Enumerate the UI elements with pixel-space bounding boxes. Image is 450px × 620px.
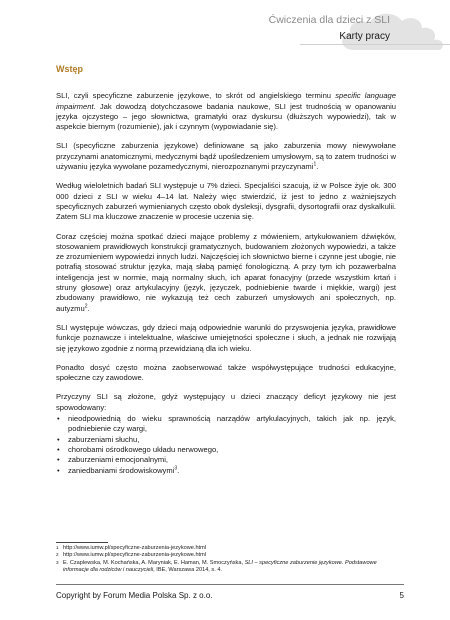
list-item-text: zaniedbaniami środowiskowymi (68, 465, 175, 475)
footnote-1-link[interactable]: http://www.iumw.pl/specyficzne-zaburzenia-jezykowe.html (63, 545, 207, 551)
footnote-2 (56, 552, 396, 559)
paragraph-2-end: . (316, 162, 319, 172)
causes-list (56, 414, 396, 476)
list-item: • chorobami ośrodkowego układu nerwowego, (68, 445, 396, 455)
paragraph-1-term: specific language impairment (56, 91, 397, 111)
paragraph-4-text: Coraz częściej można spotkać dzieci mające problemy z mówieniem, artykułowaniem dźwięków, stosowaniem prawidłowych konstrukcji gramatycznych, budowaniem złożonych wypowiedzi, a także ze zrozumieniem wypowiedzi innych ludzi. Najczęściej ich słownictwo bierne i czynne jest ubogie, nie potrafią stosować struktur języka, mają słabą pamięć fonologiczną. A przy tym ich pozawerbalna inteligencja jest w normie, mają normalny słuch, ich aparat fonacyjny (przede wszystkim krtań i struny głosowe) oraz artykulacyjny (język, języczek, podniebienie twarde i miękkie, wargi) jest zbudowany prawidłowo, nie wykazują też cech zaburzeń umysłowych ani społecznych, np. autyzmu (56, 231, 396, 313)
footnote-ref-3: 3 (174, 464, 178, 471)
main-content (56, 64, 396, 476)
footnote-2-number: 2 (56, 552, 59, 558)
footnote-3-authors: E. Czaplewska, M. Kochańska, A. Maryniak, E. Haman, M. Smoczyńska, (63, 559, 245, 566)
list-item-end: . (177, 465, 180, 475)
list-item (68, 466, 396, 476)
footnotes (56, 545, 396, 574)
paragraph-5: SLI występuje wówczas, gdy dzieci mają odpowiednie warunki do przyswojenia języka, prawidłowe funkcje poznawcze i intelektualne, właściwe umiejętności społeczne i słuch, a jednak nie rozwijają się językowo zgodnie z normą przewidzianą dla ich wieku. (56, 322, 396, 353)
footnote-divider (56, 542, 108, 543)
footnote-3-title: SLI – specyficzne zaburzenie językowe. Podstawowe informacje dla rodziców i nauczycieli (63, 559, 377, 573)
header-title: Ćwiczenia dla dzieci z SLI (268, 14, 390, 26)
footnote-ref-2: 2 (84, 303, 88, 310)
section-title: Wstęp (56, 64, 83, 74)
footnote-ref-1: 1 (313, 161, 317, 168)
footnote-3-publisher: , IBE, Warszawa 2014, s. 4. (153, 566, 222, 573)
page-number: 5 (399, 591, 404, 600)
footnote-1-number: 1 (56, 545, 59, 550)
paragraph-4 (56, 232, 396, 314)
list-item: • zaburzeniami słuchu, (68, 435, 396, 445)
footer-divider (56, 584, 404, 585)
header-divider (300, 44, 450, 45)
paragraph-1-part-c: . Jak dowodzą dotychczasowe badania naukowe, SLI jest trudnością w opanowaniu języka ojczystego – jego słownictwa, gramatyki oraz dyskursu (dłuższych wypowiedzi), tak w aspekcie biernym (rozumienie), jak i czynnym (wypowiadanie się). (56, 101, 396, 132)
footer-copyright: Copyright by Forum Media Polska Sp. z o.o. (56, 591, 213, 600)
list-item: • nieodpowiednią do wieku sprawnością narządów artykulacyjnych, takich jak np. język, podniebienie czy wargi, (68, 414, 396, 435)
header-subtitle: Karty pracy (339, 31, 390, 42)
paragraph-1-part-a: SLI, czyli specyficzne zaburzenie językowe, to skrót od angielskiego terminu (56, 91, 336, 101)
paragraph-3: Według wieloletnich badań SLI występuje u 7% dzieci. Specjaliści szacują, iż w Polsce żyje ok. 300 000 dzieci z SLI w wieku 4–14 lat. Należy więc stwierdzić, iż jest to jedno z ważniejszych specyficznych zaburzeń wymienianych często obok dysleksji, dysgrafii, dysortografii oraz dyskalkulii. Zatem SLI ma kluczowe znaczenie w procesie uczenia się. (56, 181, 396, 222)
footnote-3-number: 3 (56, 559, 59, 565)
footnote-3 (56, 560, 396, 575)
paragraph-1 (56, 91, 396, 132)
footnote-2-link[interactable]: http://www.iumw.pl/specyficzne-zaburzenia-jezykowe.html (63, 552, 207, 559)
paragraph-2 (56, 141, 396, 172)
paragraph-2-text: SLI (specyficzne zaburzenia językowe) definiowane są jako zaburzenia mowy niewywołane przyczynami anatomicznymi, medycznymi bądź upośledzeniem umysłowym, są to zatem trudności w używaniu języka wywołane pozamedycznymi, nierozpoznanymi przyczynami (56, 141, 396, 172)
paragraph-7: Przyczyny SLI są złożone, gdyż występujący u dzieci znaczący deficyt językowy nie jest spowodowany: (56, 392, 396, 412)
paragraph-4-end: . (87, 303, 90, 313)
footnote-1 (56, 545, 396, 552)
list-item: • zaburzeniami emocjonalnymi, (68, 455, 396, 465)
paragraph-6: Ponadto dosyć często można zaobserwować także współwystępujące trudności edukacyjne, społeczne czy zawodowe. (56, 362, 396, 383)
